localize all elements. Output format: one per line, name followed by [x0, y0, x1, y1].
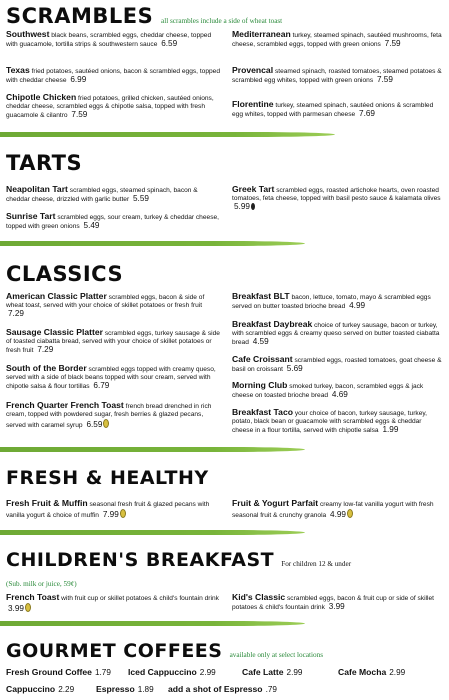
childrens-breakfast-note: For children 12 & under	[281, 560, 352, 568]
item-desc: fried potatoes, sautéed onions, bacon & scrambled eggs, topped with cheddar cheese	[6, 68, 220, 85]
item-desc: scrambled eggs, bacon & fruit cup or side of skillet potatoes & child's fountain drink	[232, 595, 434, 612]
item-desc: bacon, lettuce, tomato, mayo & scrambled eggs served on butter toasted brioche bread	[232, 294, 431, 311]
vegetarian-leaf-icon	[251, 203, 255, 210]
item-name: Neapolitan Tart	[6, 184, 68, 194]
item-desc: scrambled eggs, roasted tomatoes, goat cheese & basil on croissant	[232, 357, 442, 374]
menu-item-kids-classic	[232, 593, 444, 612]
item-name: Cappuccino	[6, 684, 56, 694]
item-price: 5.69	[286, 364, 303, 374]
item-name: Cafe Latte	[242, 667, 284, 677]
vegetarian-leaf-icon	[347, 509, 353, 518]
coffee-item-cafe-latte	[242, 667, 302, 677]
item-desc: scrambled eggs, turkey sausage & side of toasted ciabatta bread, served with your choice of skillet potatoes or fresh fruit	[6, 330, 220, 355]
item-name: Breakfast BLT	[232, 291, 290, 301]
vegetarian-leaf-icon	[103, 419, 109, 428]
item-desc: french bread drenched in rich cream, topped with powdered sugar, fresh berries & glazed pecans, served with caramel syrup	[6, 403, 212, 430]
item-price: 4.59	[252, 337, 269, 347]
classics-heading	[6, 262, 123, 286]
item-name: South of the Border	[6, 363, 87, 373]
item-desc: your choice of bacon, turkey sausage, turkey, potato, black bean or guacamole with scrambled eggs & cheddar cheese in a flour tortilla, served with chipotle salsa	[232, 410, 428, 435]
scrambles-title: SCRAMBLES	[6, 4, 154, 28]
menu-item-sunrise-tart	[6, 212, 221, 231]
menu-item-kids-french-toast	[6, 593, 221, 614]
menu-item-southwest	[6, 30, 221, 49]
vegetarian-leaf-icon	[120, 509, 126, 518]
item-price: 6.59	[161, 39, 178, 49]
menu-item-texas	[6, 66, 221, 85]
item-price: 7.69	[359, 109, 375, 119]
menu-item-american-classic-platter	[6, 292, 221, 320]
green-brush-divider	[0, 132, 335, 137]
tarts-title: TARTS	[6, 151, 83, 175]
item-name: Mediterranean	[232, 29, 291, 39]
item-price: 5.99	[234, 202, 250, 212]
item-price: 6.99	[70, 75, 87, 85]
item-price: 2.29	[58, 685, 75, 694]
item-name: Texas	[6, 65, 30, 75]
item-price: 1.99	[382, 425, 399, 435]
item-desc: scrambled eggs, sour cream, turkey & cheddar cheese, topped with green onions	[6, 214, 219, 231]
item-price: 1.79	[94, 668, 111, 677]
item-desc: scrambled eggs, roasted artichoke hearts, oven roasted tomatoes, feta cheese, topped with basil pesto sauce & kalamata olives	[232, 187, 441, 203]
item-name: Florentine	[232, 99, 274, 109]
item-desc: fried potatoes, grilled chicken, sautéed onions, cheddar cheese, scrambled eggs & chipotle salsa, topped with fresh guacamole & cilantro	[6, 95, 214, 120]
green-brush-divider	[0, 447, 305, 452]
coffee-item-cafe-mocha	[338, 667, 405, 677]
item-desc: smoked turkey, bacon, scrambled eggs & jack cheese on toasted brioche bread	[232, 383, 424, 400]
menu-item-morning-club	[232, 381, 444, 400]
menu-item-fresh-fruit-muffin	[6, 499, 221, 520]
childrens-breakfast-title: CHILDREN'S BREAKFAST	[6, 549, 275, 571]
item-name: Chipotle Chicken	[6, 92, 77, 102]
item-desc: with fruit cup or skillet potatoes & child's fountain drink	[61, 595, 219, 602]
item-name: Cafe Mocha	[338, 667, 387, 677]
item-name: Iced Cappuccino	[128, 667, 197, 677]
item-desc: black beans, scrambled eggs, cheddar cheese, topped with guacamole, tortilla strips & southwestern sauce	[6, 32, 212, 49]
item-name: Greek Tart	[232, 184, 275, 194]
green-brush-divider	[0, 621, 305, 626]
coffee-item-add-espresso-shot	[168, 684, 277, 694]
tarts-heading	[6, 151, 82, 175]
item-price: 7.59	[71, 110, 88, 120]
gourmet-coffees-title: GOURMET COFFEES	[6, 640, 223, 662]
menu-item-breakfast-blt	[232, 292, 444, 311]
item-price: 7.29	[37, 345, 54, 355]
menu-item-french-quarter-french-toast	[6, 401, 221, 431]
item-name: French Quarter French Toast	[6, 400, 124, 410]
item-desc: turkey, steamed spinach, sautéed mushrooms, feta cheese, scrambled eggs, topped with green onions	[232, 32, 442, 49]
item-desc: seasonal fresh fruit & glazed pecans with vanilla yogurt & choice of muffin	[6, 501, 210, 520]
menu-item-mediterranean	[232, 30, 444, 49]
item-name: Breakfast Taco	[232, 407, 293, 417]
fresh-healthy-title: FRESH & HEALTHY	[6, 467, 209, 489]
item-desc: scrambled eggs, steamed spinach, bacon & cheddar cheese, drizzled with garlic butter	[6, 187, 198, 204]
item-name: Provencal	[232, 65, 274, 75]
item-price: 7.59	[376, 75, 393, 85]
item-name: American Classic Platter	[6, 291, 107, 301]
gourmet-coffees-heading	[6, 640, 323, 662]
green-brush-divider	[0, 530, 305, 535]
childrens-breakfast-heading	[6, 549, 351, 571]
item-name: Southwest	[6, 29, 50, 39]
item-desc: creamy low-fat vanilla yogurt with fresh seasonal fruit & crunchy granola	[232, 501, 434, 520]
coffee-item-espresso	[96, 684, 154, 694]
item-name: Kid's Classic	[232, 592, 286, 602]
item-price: 7.99	[102, 510, 119, 520]
item-price: 2.99	[286, 668, 303, 677]
menu-item-south-of-the-border	[6, 364, 221, 392]
item-name: French Toast	[6, 592, 60, 602]
green-brush-divider	[0, 241, 305, 246]
item-price: 4.99	[349, 301, 366, 311]
item-price: 3.99	[328, 602, 345, 612]
menu-item-sausage-classic-platter	[6, 328, 221, 356]
coffee-item-cappuccino	[6, 684, 74, 694]
item-price: 1.89	[137, 685, 154, 694]
menu-item-greek-tart	[232, 185, 444, 213]
item-price: 7.59	[384, 39, 401, 49]
item-name: add a shot of Espresso	[168, 684, 263, 694]
item-name: Breakfast Daybreak	[232, 319, 313, 329]
item-name: Sunrise Tart	[6, 211, 56, 221]
item-name: Fruit & Yogurt Parfait	[232, 498, 319, 508]
item-price: 4.99	[330, 510, 346, 520]
item-name: Espresso	[96, 684, 135, 694]
item-name: Fresh Ground Coffee	[6, 667, 92, 677]
gourmet-coffees-note: available only at select locations	[229, 651, 323, 659]
item-price: 7.29	[8, 309, 24, 319]
item-price: 2.99	[199, 668, 216, 677]
item-price: 4.69	[331, 390, 348, 400]
item-name: Morning Club	[232, 380, 288, 390]
item-desc: steamed spinach, roasted tomatoes, steamed potatoes & scrambled egg whites, topped with green onions	[232, 68, 442, 85]
menu-item-breakfast-taco	[232, 408, 444, 436]
item-price: 5.49	[83, 221, 100, 231]
item-desc: choice of turkey sausage, bacon or turkey, with scrambled eggs & creamy queso served on butter toasted ciabatta bread	[232, 322, 440, 347]
item-price: .79	[265, 685, 277, 694]
item-price: 2.99	[389, 668, 406, 677]
menu-item-chipotle-chicken	[6, 93, 221, 121]
item-price: 5.59	[133, 194, 149, 204]
item-desc: scrambled eggs, bacon & side of wheat toast, served with your choice of skillet potatoes or fresh fruit	[6, 294, 205, 310]
fresh-healthy-heading	[6, 467, 209, 489]
item-name: Fresh Fruit & Muffin	[6, 498, 88, 508]
item-desc: scrambled eggs topped with creamy queso, served with a side of black beans topped with sour cream, served with chipotle salsa & flour tortillas	[6, 366, 216, 391]
childrens-sub-note: (Sub. milk or juice, 59¢)	[6, 580, 77, 588]
scrambles-note: all scrambles include a side of wheat toast	[161, 17, 283, 25]
menu-item-breakfast-daybreak	[232, 320, 444, 348]
item-price: 6.79	[93, 381, 110, 391]
item-price: 3.99	[8, 604, 24, 614]
classics-title: CLASSICS	[6, 262, 124, 286]
item-name: Cafe Croissant	[232, 354, 293, 364]
menu-item-provencal	[232, 66, 444, 85]
coffee-item-fresh-ground-coffee	[6, 667, 111, 677]
menu-item-fruit-yogurt-parfait	[232, 499, 444, 520]
menu-item-cafe-croissant	[232, 355, 444, 374]
coffee-item-iced-cappuccino	[128, 667, 216, 677]
vegetarian-leaf-icon	[25, 603, 31, 612]
menu-item-florentine	[232, 100, 444, 119]
item-price: 6.59	[86, 420, 103, 430]
item-name: Sausage Classic Platter	[6, 327, 103, 337]
scrambles-heading	[6, 4, 282, 28]
menu-item-neapolitan-tart	[6, 185, 221, 204]
item-desc: turkey, steamed spinach, sautéed onions & scrambled egg whites, topped with parmesan cheese	[232, 102, 434, 119]
